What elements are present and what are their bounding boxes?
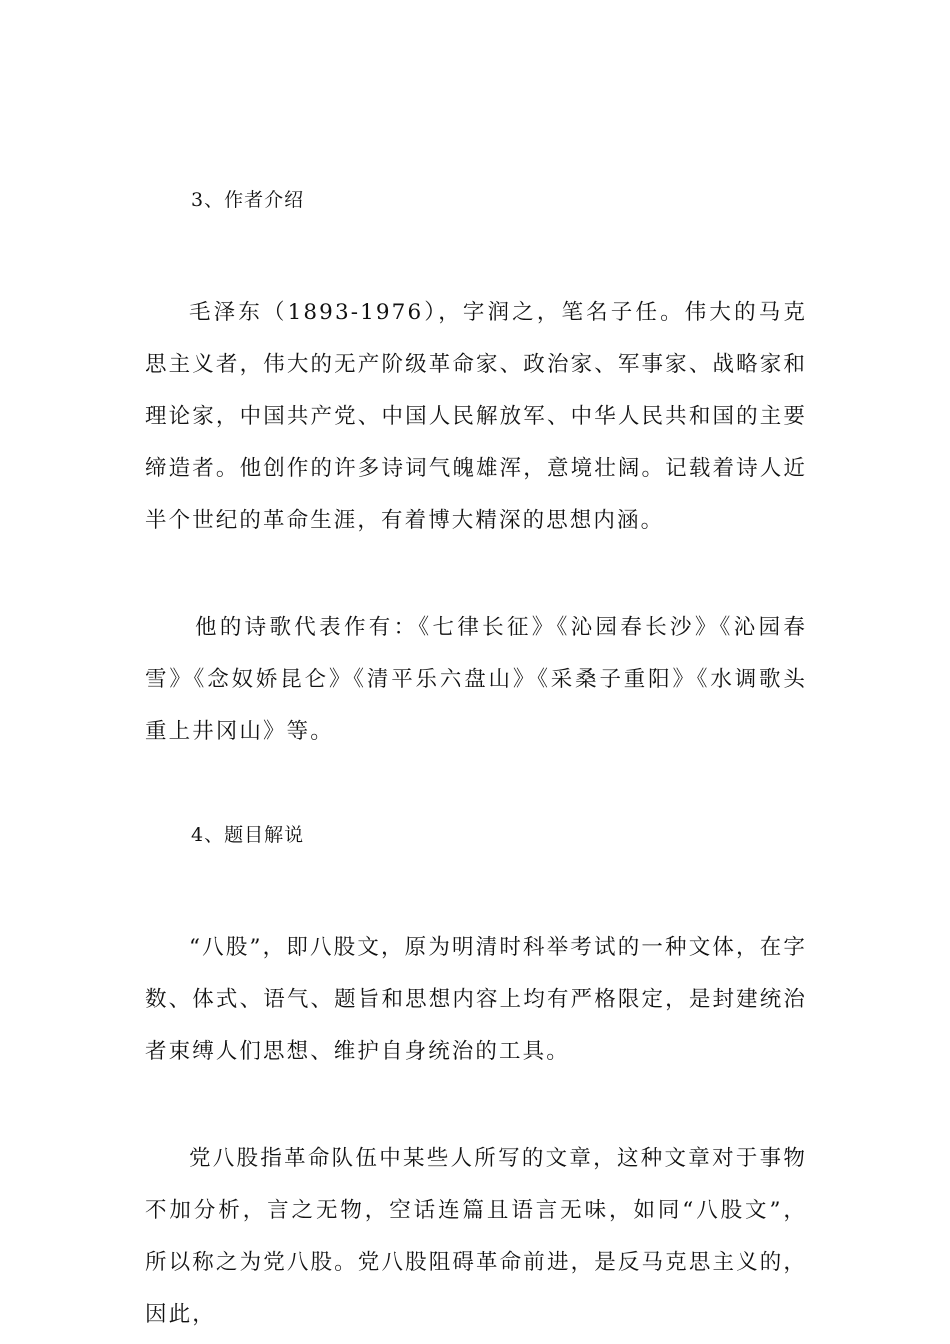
bagu-explanation-paragraph: “八股”，即八股文，原为明清时科举考试的一种文体，在字数、体式、语气、题旨和思想内容上均有严格限定，是封建统治者束缚人们思想、维护自身统治的工具。 xyxy=(145,935,807,1064)
document-page xyxy=(145,178,807,1341)
dangbagu-explanation-paragraph: 党八股指革命队伍中某些人所写的文章，这种文章对于事物不加分析，言之无物，空话连篇且语言无味，如同“八股文”，所以称之为党八股。党八股阻碍革命前进，是反马克思主义的，因此， xyxy=(145,1146,807,1327)
representative-poems-paragraph: 他的诗歌代表作有：《七律长征》《沁园春长沙》《沁园春雪》《念奴娇昆仑》《清平乐六盘山》《采桑子重阳》《水调歌头重上井冈山》等。 xyxy=(145,615,807,744)
section-heading-title-explanation: 4、题目解说 xyxy=(191,824,305,846)
section-heading-author-intro: 3、作者介绍 xyxy=(191,189,305,211)
author-intro-paragraph: 毛泽东（1893-1976），字润之，笔名子任。伟大的马克思主义者，伟大的无产阶级革命家、政治家、军事家、战略家和理论家，中国共产党、中国人民解放军、中华人民共和国的主要缔造者。他创作的许多诗词气魄雄浑，意境壮阔。记载着诗人近半个世纪的革命生涯，有着博大精深的思想内涵。 xyxy=(145,300,807,533)
